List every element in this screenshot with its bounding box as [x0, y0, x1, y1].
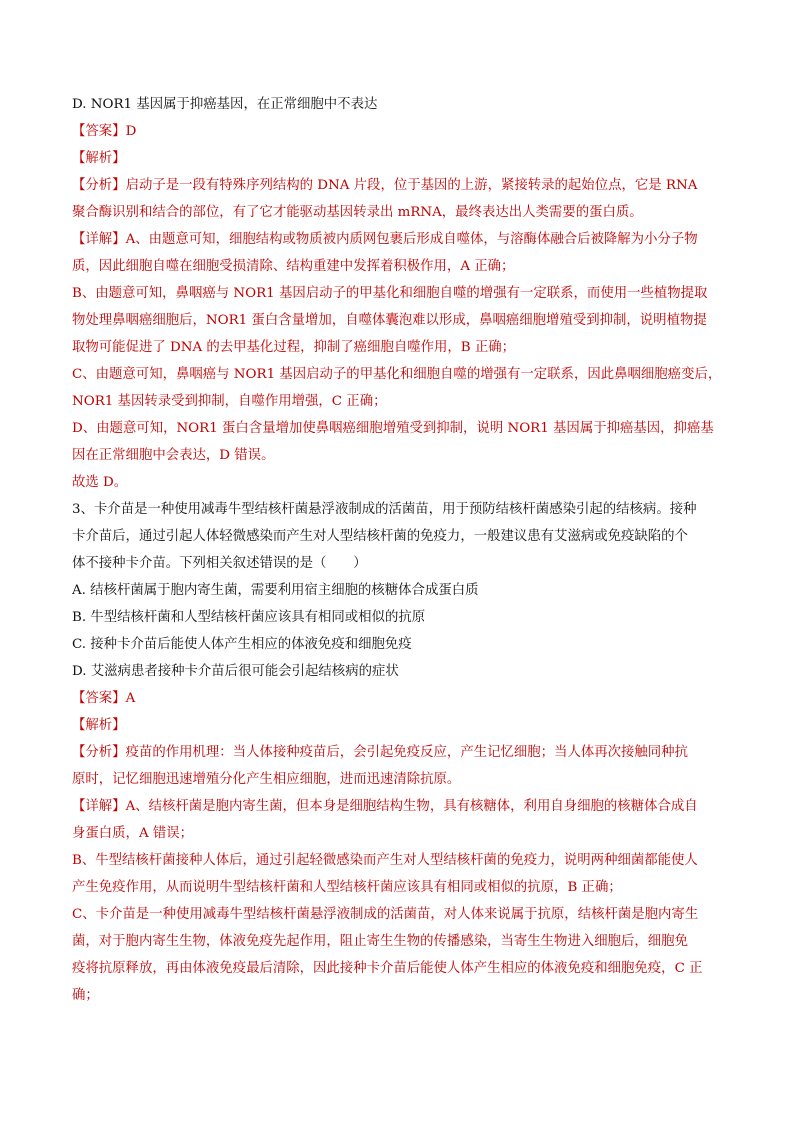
text-line — [72, 955, 724, 982]
text-line — [72, 550, 724, 577]
text-span: A — [125, 691, 136, 706]
text-span: C、由题意可知，鼻咽癌与 NOR1 基因启动子的甲基化和细胞自噬的增强有一定联系，因此鼻咽细胞癌变后， — [72, 367, 722, 382]
document-body — [72, 91, 724, 1009]
text-line — [72, 793, 724, 820]
text-span: C. 接种卡介苗后能使人体产生相应的体液免疫和细胞免疫 — [72, 637, 412, 652]
text-span: 身蛋白质，A 错误； — [72, 826, 194, 841]
text-span: 体不接种卡介苗。下列相关叙述错误的是（ ） — [72, 556, 367, 571]
text-line — [72, 91, 724, 118]
text-span: 【详解】 — [72, 799, 126, 814]
text-line — [72, 199, 724, 226]
text-span: B. 牛型结核杆菌和人型结核杆菌应该具有相同或相似的抗原 — [72, 610, 426, 625]
text-line — [72, 982, 724, 1009]
text-span: C、卡介苗是一种使用减毒牛型结核杆菌悬浮液制成的活菌苗，对人体来说属于抗原，结核杆菌是胞内寄生 — [72, 907, 699, 922]
text-span: A、由题意可知，细胞结构或物质被内质网包裹后形成自噬体，与溶酶体融合后被降解为小分子物 — [125, 232, 698, 247]
text-line — [72, 496, 724, 523]
text-span: 物处理鼻咽癌细胞后，NOR1 蛋白含量增加，自噬体囊泡难以形成，鼻咽癌细胞增殖受到抑制，说明植物提 — [72, 313, 707, 328]
text-span: 【分析】 — [72, 178, 126, 193]
text-span: 产生免疫作用，从而说明牛型结核杆菌和人型结核杆菌应该具有相同或相似的抗原，B 正确； — [72, 880, 622, 895]
text-span: D. NOR1 基因属于抑癌基因，在正常细胞中不表达 — [72, 97, 378, 112]
text-line — [72, 361, 724, 388]
text-span: 疫将抗原释放，再由体液免疫最后清除，因此接种卡介苗后能使人体产生相应的体液免疫和细胞免疫，C 正 — [72, 961, 703, 976]
text-line — [72, 226, 724, 253]
text-line — [72, 658, 724, 685]
text-line — [72, 280, 724, 307]
text-line — [72, 820, 724, 847]
text-span: D. 艾滋病患者接种卡介苗后很可能会引起结核病的症状 — [72, 664, 399, 679]
text-span: 聚合酶识别和结合的部位，有了它才能驱动基因转录出 mRNA，最终表达出人类需要的蛋白质。 — [72, 205, 643, 220]
text-span: D、由题意可知，NOR1 蛋白含量增加使鼻咽癌细胞增殖受到抑制，说明 NOR1 基因属于抑癌基因，抑癌基 — [72, 421, 714, 436]
text-line — [72, 469, 724, 496]
text-span: B、牛型结核杆菌接种人体后，通过引起轻微感染而产生对人型结核杆菌的免疫力，说明两种细菌都能使人 — [72, 853, 698, 868]
text-line — [72, 577, 724, 604]
text-line — [72, 901, 724, 928]
text-line — [72, 523, 724, 550]
text-span: 【详解】 — [72, 232, 126, 247]
text-line — [72, 874, 724, 901]
text-line — [72, 712, 724, 739]
text-span: 【答案】 — [72, 124, 126, 139]
text-span: 菌，对于胞内寄生生物，体液免疫先起作用，阻止寄生生物的传播感染，当寄生生物进入细胞后，细胞免 — [72, 934, 688, 949]
text-span: 质，因此细胞自噬在细胞受损清除、结构重建中发挥着积极作用，A 正确； — [72, 259, 515, 274]
text-span: B、由题意可知，鼻咽癌与 NOR1 基因启动子的甲基化和细胞自噬的增强有一定联系，而使用一些植物提取 — [72, 286, 708, 301]
text-span: 疫苗的作用机理：当人体接种疫苗后，会引起免疫反应，产生记忆细胞；当人体再次接触同种抗 — [125, 745, 688, 760]
text-line — [72, 847, 724, 874]
text-span: 原时，记忆细胞迅速增殖分化产生相应细胞，进而迅速清除抗原。 — [72, 772, 461, 787]
text-span: D — [125, 124, 137, 139]
text-line — [72, 172, 724, 199]
text-line — [72, 928, 724, 955]
text-line — [72, 685, 724, 712]
text-span: A、结核杆菌是胞内寄生菌，但本身是细胞结构生物，具有核糖体，利用自身细胞的核糖体合成自 — [125, 799, 698, 814]
text-line — [72, 334, 724, 361]
text-line — [72, 118, 724, 145]
text-span: 【解析】 — [72, 718, 126, 733]
text-span: 【答案】 — [72, 691, 126, 706]
text-span: 卡介苗后，通过引起人体轻微感染而产生对人型结核杆菌的免疫力，一般建议患有艾滋病或免疫缺陷的个 — [72, 529, 688, 544]
text-line — [72, 253, 724, 280]
text-line — [72, 739, 724, 766]
text-line — [72, 631, 724, 658]
text-line — [72, 415, 724, 442]
text-span: 故选 D。 — [72, 475, 128, 490]
text-line — [72, 307, 724, 334]
text-span: 启动子是一段有特殊序列结构的 DNA 片段，位于基因的上游，紧接转录的起始位点，它是 RNA — [125, 178, 698, 193]
text-span: 3、卡介苗是一种使用减毒牛型结核杆菌悬浮液制成的活菌苗，用于预防结核杆菌感染引起的结核病。接种 — [72, 502, 697, 517]
text-span: 因在正常细胞中会表达，D 错误。 — [72, 448, 275, 463]
text-span: 取物可能促进了 DNA 的去甲基化过程，抑制了癌细胞自噬作用，B 正确； — [72, 340, 516, 355]
text-span: NOR1 基因转录受到抑制，自噬作用增强，C 正确； — [72, 394, 387, 409]
text-span: 【解析】 — [72, 151, 126, 166]
text-span: 确； — [72, 988, 99, 1003]
text-span: A. 结核杆菌属于胞内寄生菌，需要利用宿主细胞的核糖体合成蛋白质 — [72, 583, 479, 598]
text-line — [72, 766, 724, 793]
text-line — [72, 604, 724, 631]
text-span: 【分析】 — [72, 745, 126, 760]
text-line — [72, 145, 724, 172]
text-line — [72, 388, 724, 415]
text-line — [72, 442, 724, 469]
